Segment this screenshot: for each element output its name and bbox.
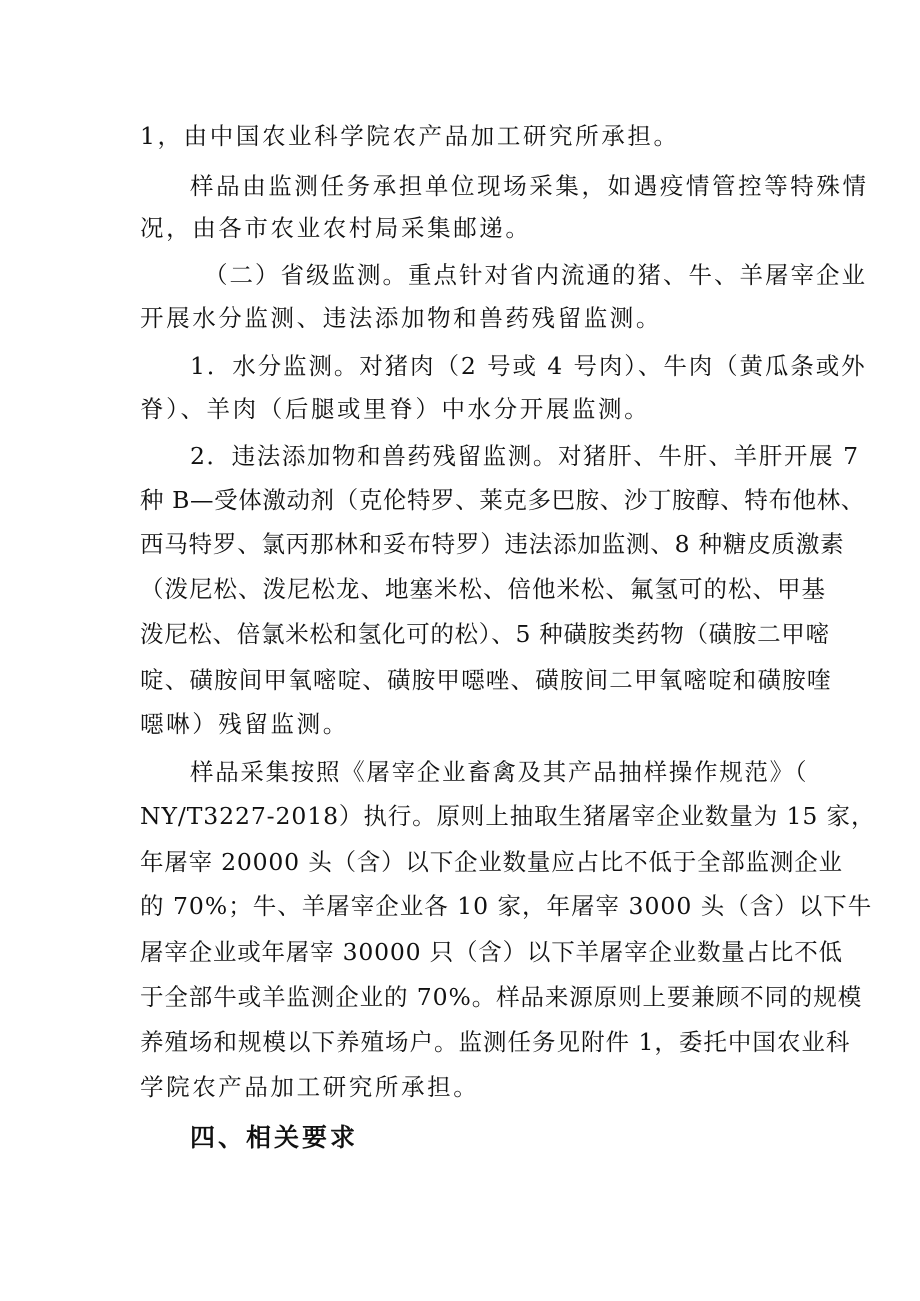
text-line-2: 样品由监测任务承担单位现场采集，如遇疫情管控等特殊情 bbox=[190, 172, 869, 200]
text-line-7: 脊）、羊肉（后腿或里脊）中水分开展监测。 bbox=[140, 395, 651, 423]
text-line-21: 养殖场和规模以下养殖场户。监测任务见附件 1，委托中国农业科 bbox=[140, 1028, 851, 1056]
text-line-22: 学院农产品加工研究所承担。 bbox=[140, 1073, 480, 1101]
section-heading: 四、相关要求 bbox=[190, 1123, 359, 1152]
text-line-5: 开展水分监测、违法添加物和兽药残留监测。 bbox=[140, 304, 662, 332]
text-line-3: 况，由各市农业农村局采集邮递。 bbox=[140, 214, 532, 242]
text-line-20: 于全部牛或羊监测企业的 70%。样品来源原则上要兼顾不同的规模 bbox=[140, 983, 863, 1011]
text-line-14: 噁啉）残留监测。 bbox=[140, 710, 349, 738]
text-line-18: 的 70%；牛、羊屠宰企业各 10 家，年屠宰 3000 头（含）以下牛 bbox=[140, 892, 873, 920]
text-line-13: 啶、磺胺间甲氧嘧啶、磺胺甲噁唑、磺胺间二甲氧嘧啶和磺胺喹 bbox=[140, 666, 832, 694]
text-line-12: 泼尼松、倍氯米松和氢化可的松）、5 种磺胺类药物（磺胺二甲嘧 bbox=[140, 620, 830, 648]
text-line-17: 年屠宰 20000 头（含）以下企业数量应占比不低于全部监测企业 bbox=[140, 848, 843, 876]
text-line-4: （二）省级监测。重点针对省内流通的猪、牛、羊屠宰企业 bbox=[204, 261, 867, 289]
text-line-19: 屠宰企业或年屠宰 30000 只（含）以下羊屠宰企业数量占比不低 bbox=[140, 938, 843, 966]
text-line-6: 1．水分监测。对猪肉（2 号或 4 号肉）、牛肉（黄瓜条或外 bbox=[190, 352, 867, 380]
text-line-10: 西马特罗、氯丙那林和妥布特罗）违法添加监测、8 种糖皮质激素 bbox=[140, 530, 845, 558]
text-line-8: 2．违法添加物和兽药残留监测。对猪肝、牛肝、羊肝开展 7 bbox=[190, 442, 860, 470]
text-line-11: （泼尼松、泼尼松龙、地塞米松、倍他米松、氟氢可的松、甲基 bbox=[140, 575, 826, 603]
text-line-1: 1，由中国农业科学院农产品加工研究所承担。 bbox=[140, 122, 680, 150]
text-line-16: NY/T3227-2018）执行。原则上抽取生猪屠宰企业数量为 15 家， bbox=[140, 802, 876, 830]
text-line-15: 样品采集按照《屠宰企业畜禽及其产品抽样操作规范》（ bbox=[190, 758, 809, 786]
text-line-9: 种 B—受体激动剂（克伦特罗、莱克多巴胺、沙丁胺醇、特布他林、 bbox=[140, 486, 865, 514]
